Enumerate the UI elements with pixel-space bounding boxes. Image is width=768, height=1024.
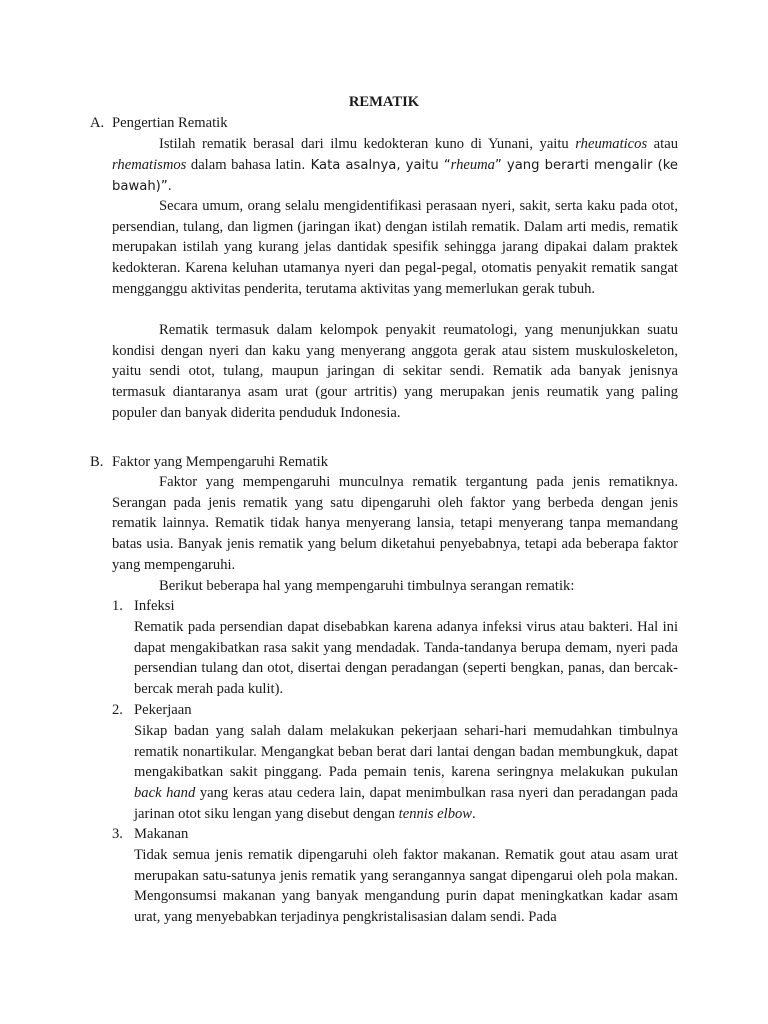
text-run: . xyxy=(472,805,476,822)
text-run: yang keras atau cedera lain, dapat menimbulkan rasa nyeri dan peradangan pada jarinan otot siku lengan yang disebut dengan xyxy=(134,785,678,822)
section-a-mark: A. xyxy=(90,115,105,131)
list-item-infeksi xyxy=(112,596,678,617)
list-item-body: Rematik pada persendian dapat disebabkan karena adanya infeksi virus atau bakteri. Hal ini dapat mengakibatkan rasa sakit yang mendadak. Tanda-tandanya berupa demam, nyeri pada persendian tulang dan otot, disertai dengan peradangan (seperti bengkan, panas, dan bercak-bercak merah pada kulit). xyxy=(134,619,678,698)
list-number: 3. xyxy=(112,826,123,842)
section-a-paragraph-1 xyxy=(112,134,678,198)
section-b-heading xyxy=(90,452,680,473)
italic-term: tennis elbow xyxy=(398,805,473,822)
list-number: 1. xyxy=(112,598,123,614)
text-run: atau xyxy=(647,136,678,152)
section-b-mark: B. xyxy=(90,454,104,470)
text-run: Sikap badan yang salah dalam melakukan pekerjaan sehari-hari memudahkan timbulnya rematik nonartikular. Mengangkat beban berat dari lantai dengan badan membungkuk, dapat mengakibatkan sakit pinggang. Pada pemain tenis, karena seringnya melakukan pukulan xyxy=(134,723,678,781)
list-number: 2. xyxy=(112,702,123,718)
document-title: REMATIK xyxy=(348,94,420,110)
section-a-paragraph-2: Secara umum, orang selalu mengidentifikasi perasaan nyeri, sakit, serta kaku pada otot, persendian, tulang, dan ligmen (jaringan ikat) dengan istilah rematik. Dalam arti medis, rematik merupakan istilah yang kurang jelas dantidak spesifik sehingga jarang dipakai dalam praktek kedokteran. Karena keluhan utamanya nyeri dan pegal-pegal, otomatis penyakit rematik sangat mengganggu aktivitas penderita, terutama aktivitas yang memerlukan gerak tubuh. xyxy=(112,198,678,297)
text-run: dalam bahasa latin xyxy=(186,156,302,173)
italic-term: back hand xyxy=(134,785,196,802)
text-run: ” yang berarti mengalir (ke bawah)”. xyxy=(112,157,678,195)
text-run: . Kata asalnya, yaitu “ xyxy=(301,157,451,173)
section-b-title: Faktor yang Mempengaruhi Rematik xyxy=(112,454,329,470)
italic-term: rheuma xyxy=(450,156,495,173)
list-item-makanan xyxy=(112,824,678,845)
list-item-pekerjaan xyxy=(112,700,678,721)
list-item-body: Tidak semua jenis rematik dipengaruhi oleh faktor makanan. Rematik gout atau asam urat merupakan satu-satunya jenis rematik yang serangannya sangat dipengarui oleh pola makan. Mengonsumsi makanan yang banyak mengandung purin dapat meningkatkan kadar asam urat, yang menyebabkan terjadinya pengkristalisasian dalam sendi. Pada xyxy=(134,847,678,926)
italic-term: rhematismos xyxy=(112,156,187,173)
list-item-title: Pekerjaan xyxy=(134,702,192,718)
list-item-title: Infeksi xyxy=(134,598,175,614)
section-a-title: Pengertian Rematik xyxy=(112,115,228,131)
list-item-body xyxy=(134,721,678,825)
list-item-title: Makanan xyxy=(134,826,189,842)
text-run: Istilah rematik berasal dari ilmu kedokteran kuno di Yunani, yaitu xyxy=(159,136,576,152)
section-b-paragraph-2: Berikut beberapa hal yang mempengaruhi timbulnya serangan rematik: xyxy=(159,578,575,594)
section-b-paragraph-1: Faktor yang mempengaruhi munculnya rematik tergantung pada jenis rematiknya. Serangan pada jenis rematik yang satu dipengaruhi oleh faktor yang berbeda dengan jenis rematik lainnya. Rematik tidak hanya menyerang lansia, tetapi menyerang tanpa memandang batas usia. Banyak jenis rematik yang belum diketahui penyebabnya, tetapi ada beberapa faktor yang mempengaruhi. xyxy=(112,474,678,573)
italic-term: rheumaticos xyxy=(575,136,648,152)
section-a-heading xyxy=(90,113,680,134)
section-a-paragraph-3: Rematik termasuk dalam kelompok penyakit reumatologi, yang menunjukkan suatu kondisi dengan nyeri dan kaku yang menyerang anggota gerak atau sistem muskuloskeleton, yaitu sendi otot, tulang, maupun jaringan di sekitar sendi. Rematik ada banyak jenisnya termasuk diantaranya asam urat (gour artritis) yang merupakan jenis reumatik yang paling populer dan banyak diderita penduduk Indonesia. xyxy=(112,322,678,421)
